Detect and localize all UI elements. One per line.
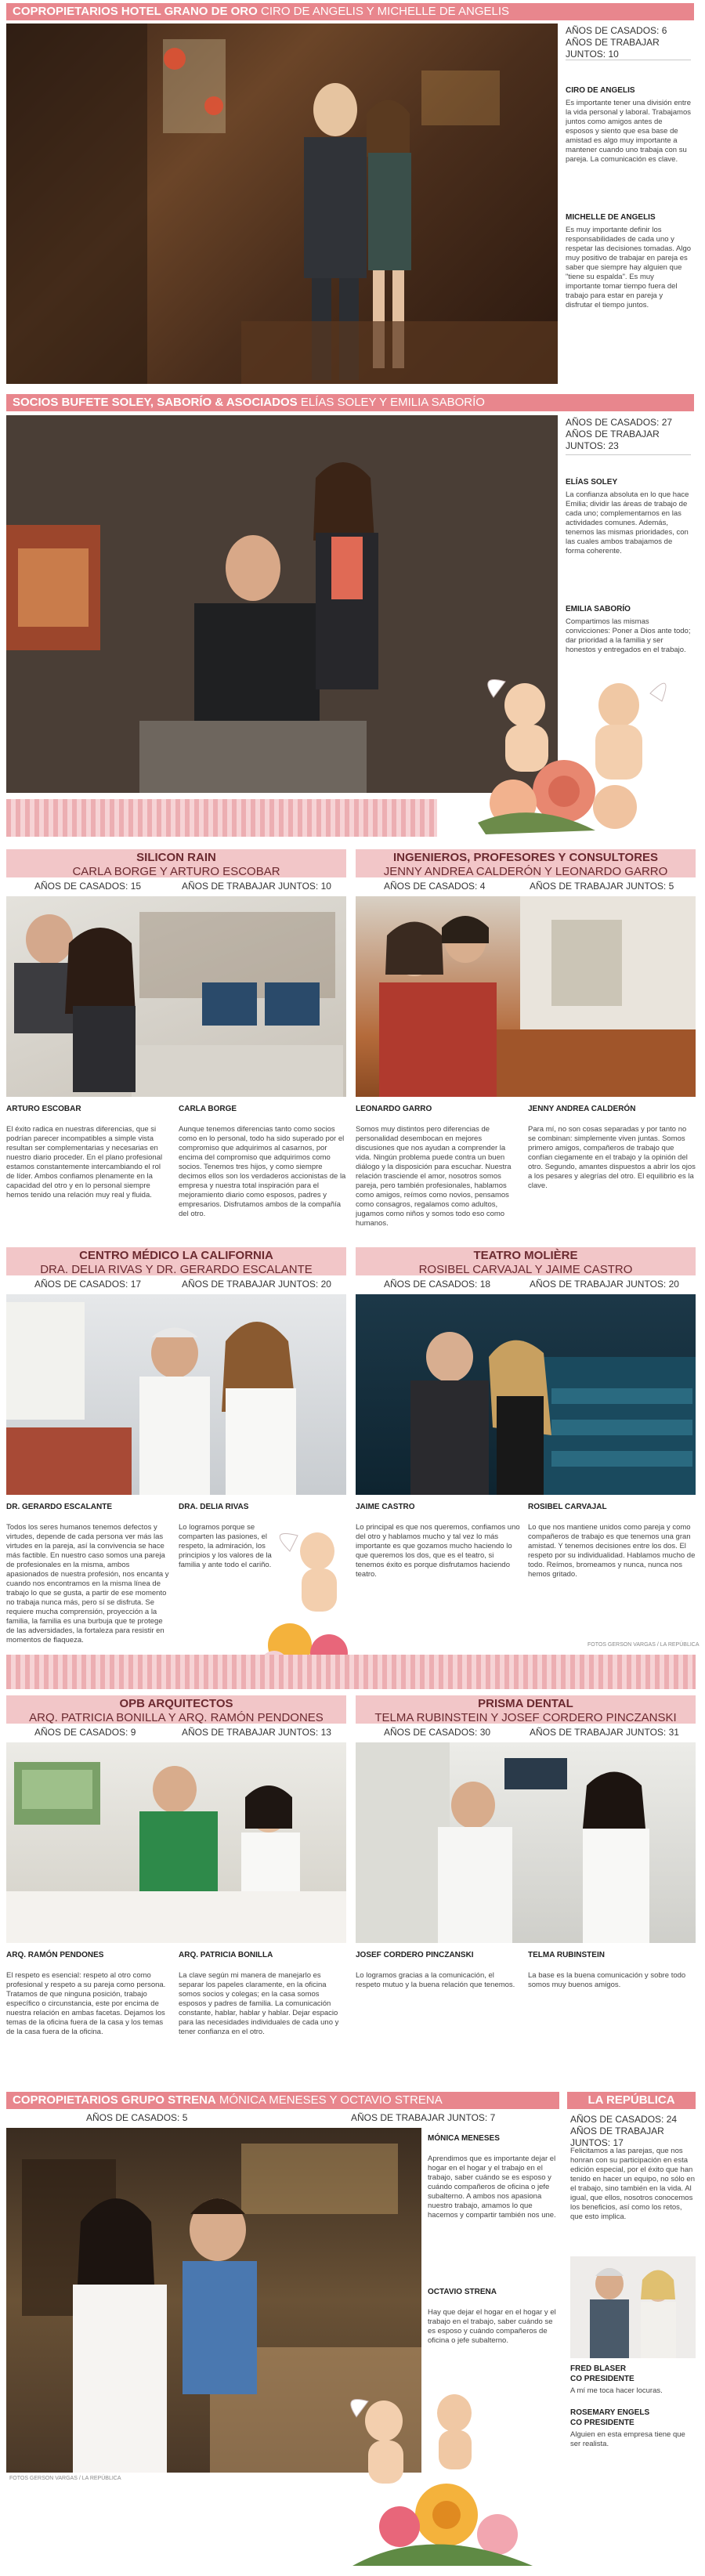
section-banner-hotel-grano-de-oro xyxy=(6,3,694,20)
photo-de-angelis-couple xyxy=(6,24,558,384)
photo-credit: FOTOS GERSON VARGAS / LA REPÚBLICA xyxy=(9,2476,121,2481)
person-quote: Lo que nos mantiene unidos como pareja y como compañeros de trabajo es que tenemos una gran amistad. Y tenemos decisiones entre los dos. El respeto por su individualidad. Hablamos mucho de todo. Reímos, bromeamos y nunca, nunca nos hemos gritado. xyxy=(528,1523,696,1579)
person-name: DR. GERARDO ESCALANTE xyxy=(6,1503,113,1511)
intro-text: Felicitamos a las parejas, que nos honran con su participación en esta edición especial, por el éxito que han tenido en hacer un equipo, no sólo en el trabajo, sino también en la vida. Al igual, que ellos, nosotros conocemos los beneficios, así como los retos, que esto implica. xyxy=(570,2147,695,2221)
header-ingenieros xyxy=(356,849,696,877)
cherub-flowers-illustration xyxy=(337,2382,540,2570)
banner-names: MÓNICA MENESES Y OCTAVIO STRENA xyxy=(219,2093,443,2107)
stat-work-together: AÑOS DE TRABAJAR JUNTOS: 5 xyxy=(530,881,674,892)
person-quote: Lo logramos porque se comparten las pasiones, el respeto, la admiración, los principios y los valores de la familia y ante todo el cariño. xyxy=(179,1523,272,1569)
couple-names: TELMA RUBINSTEIN Y JOSEF CORDERO PINCZANSKI xyxy=(374,1711,677,1724)
stat-married: AÑOS DE CASADOS: 6 xyxy=(566,25,667,36)
couple-names: ARQ. PATRICIA BONILLA Y ARQ. RAMÓN PENDONES xyxy=(29,1711,324,1724)
photo-illustration xyxy=(6,896,346,1097)
company-title: OPB ARQUITECTOS xyxy=(119,1697,233,1710)
couple-names: DRA. DELIA RIVAS Y DR. GERARDO ESCALANTE xyxy=(40,1263,313,1276)
person-quote: El éxito radica en nuestras diferencias, que si podrían parecer incompatibles a simple vista resultan ser complementarias y necesarias en nuestro diario proceder. En el plano profesional estamos constantemente intercambiando el rol de líder. Ambos confiamos plenamente en la capacidad del otro y en lo personal siempre hemos tenido una relación muy real y fluida. xyxy=(6,1125,163,1199)
person-name: CARLA BORGE xyxy=(179,1105,237,1113)
person-name: TELMA RUBINSTEIN xyxy=(528,1951,605,1959)
stat-work-together: AÑOS DE TRABAJAR JUNTOS: 31 xyxy=(530,1727,679,1738)
couple-names: JENNY ANDREA CALDERÓN Y LEONARDO GARRO xyxy=(383,865,668,878)
photo-blaser-engels xyxy=(570,2256,696,2358)
cherub-roses-illustration xyxy=(439,666,697,838)
company-title: SILICON RAIN xyxy=(136,851,216,864)
header-opb-arquitectos xyxy=(6,1695,346,1724)
person-quote: Compartimos las mismas convicciones: Poner a Dios ante todo; dar prioridad a la familia y ser honestos y entregados en el trabajo. xyxy=(566,617,691,654)
stat-married: AÑOS DE CASADOS: 4 xyxy=(384,881,486,892)
stat-work-together: AÑOS DE TRABAJAR JUNTOS: 20 xyxy=(530,1279,679,1290)
stat-married: AÑOS DE CASADOS: 5 xyxy=(86,2112,188,2123)
person-role: CO PRESIDENTE xyxy=(570,2419,634,2427)
person-quote: Aunque tenemos diferencias tanto como socios como en lo personal, todo ha sido superado por el compromiso que adquirimos al casarnos, por encima del compromiso que adquirimos como socios. Tenemos tres hijos, y como siempre decimos ellos son los verdaderos accionistas de la empresa y nuestra total inspiración para el mejoramiento diario como esposos, padres y empresarios. Disfrutamos ambos de la compañía del otro. xyxy=(179,1125,346,1218)
photo-bonilla-pendones xyxy=(6,1742,346,1943)
stat-work-together: AÑOS DE TRABAJAR JUNTOS: 23 xyxy=(566,429,660,451)
photo-calderon-garro xyxy=(356,896,696,1097)
person-quote: Alguien en esta empresa tiene que ser realista. xyxy=(570,2430,685,2448)
photo-illustration xyxy=(356,1294,696,1495)
person-name: JENNY ANDREA CALDERÓN xyxy=(528,1105,636,1113)
stat-married: AÑOS DE CASADOS: 30 xyxy=(384,1727,491,1738)
stats-s1 xyxy=(566,25,691,60)
banner-names: ELÍAS SOLEY Y EMILIA SABORÍO xyxy=(300,396,485,409)
photo-illustration xyxy=(570,2256,696,2358)
stat-work-together: AÑOS DE TRABAJAR JUNTOS: 17 xyxy=(570,2126,664,2148)
couple-names: ROSIBEL CARVAJAL Y JAIME CASTRO xyxy=(418,1263,633,1276)
person-quote: Aprendimos que es importante dejar el hogar en el hogar y el trabajo en el trabajo, saber cuándo se es esposo y cuándo compañeros de oficina o jefe subalterno. A ambos nos apasiona nuestro trabajo, amamos lo que hacemos y compartir también nos une. xyxy=(428,2155,556,2220)
couple-names: CARLA BORGE Y ARTURO ESCOBAR xyxy=(72,865,280,878)
person-quote: Somos muy distintos pero diferencias de personalidad desembocan en mejores discusiones que nos ayudan a comprender la vida. Ningún problema puede contra un buen diálogo y la disposición para escuchar. Nuestra relación trasciende el amor, nosotros somos pareja, pero también profesionales, hablamos como amigos, reímos como novios, pensamos como consagros, regalamos como adultos, jugamos como niños y somos todo eso como humanos. xyxy=(356,1125,512,1228)
person-quote: A mí me toca hacer locuras. xyxy=(570,2386,663,2395)
stat-work-together: AÑOS DE TRABAJAR JUNTOS: 20 xyxy=(182,1279,331,1290)
person-quote: Todos los seres humanos tenemos defectos y virtudes, depende de cada persona ver más las virtudes en la pareja, así la convivencia se hace más factible. En nuestro caso somos una pareja de profesionales en la misma, ambos apasionados de nuestra profesión, nos encanta y cuando nos encontramos en la misma línea de trabajo lo que se gusta, a partir de ese momento no trabaja nunca más, pero sí se disfruta. Se requiere mucha comprensión, proyección a la familia, la familia es una burbuja que te protege de las adversidades, la fortaleza para resistir en momentos de flaqueza. xyxy=(6,1523,169,1644)
person-name: ROSEMARY ENGELS xyxy=(570,2408,650,2417)
person-role: CO PRESIDENTE xyxy=(570,2375,634,2383)
person-name: ELÍAS SOLEY xyxy=(566,478,618,487)
person-name: JOSEF CORDERO PINCZANSKI xyxy=(356,1951,474,1959)
person-quote: Hay que dejar el hogar en el hogar y el trabajo en el trabajo, saber cuándo se es esposo y cuándo compañeros de oficina o jefe subalterno. xyxy=(428,2308,556,2345)
company-title: INGENIEROS, PROFESORES Y CONSULTORES xyxy=(392,851,659,864)
photo-illustration xyxy=(356,1742,696,1943)
person-name: MICHELLE DE ANGELIS xyxy=(566,213,656,222)
person-quote: La clave según mi manera de manejarlo es separar los papeles claramente, en la oficina somos socios y colegas; en la casa somos esposos y padres de familia. La comunicación constante, hablar, hablar y hablar. Dejar espacio para las necesidades individuales de cada uno y tener confianza en el otro. xyxy=(179,1971,339,2036)
person-name: ARQ. PATRICIA BONILLA xyxy=(179,1951,273,1959)
stat-married: AÑOS DE CASADOS: 9 xyxy=(34,1727,136,1738)
photo-illustration xyxy=(6,24,558,384)
stat-married: AÑOS DE CASADOS: 24 xyxy=(570,2114,678,2125)
banner-company: COPROPIETARIOS GRUPO STRENA xyxy=(13,2093,216,2107)
divider xyxy=(566,454,691,455)
stat-married: AÑOS DE CASADOS: 17 xyxy=(34,1279,142,1290)
person-name: CIRO DE ANGELIS xyxy=(566,86,635,95)
photo-rubinstein-cordero xyxy=(356,1742,696,1943)
section-banner-grupo-strena xyxy=(6,2092,559,2109)
header-prisma-dental xyxy=(356,1695,696,1724)
stat-work-together: AÑOS DE TRABAJAR JUNTOS: 7 xyxy=(351,2112,496,2123)
person-name: ARQ. RAMÓN PENDONES xyxy=(6,1951,104,1959)
person-quote: Es importante tener una división entre la vida personal y laboral. Trabajamos juntos como amigos antes de esposos y siento que esa base de amistad es algo muy importante a mantener cuando uno trabaja con su pareja. La comunicación es clave. xyxy=(566,99,691,164)
person-name: ARTURO ESCOBAR xyxy=(6,1105,81,1113)
person-quote: Es muy importante definir los responsabilidades de cada uno y respetar las decisiones tomadas. Algo muy positivo de trabajar en pareja es saber que siempre hay alguien que "tiene su espalda". Es muy importante tomar tiempo fuera del trabajo para estar en pareja y disfrutar el tiempo juntos. xyxy=(566,226,691,309)
person-quote: La confianza absoluta en lo que hace Emilia; dividir las áreas de trabajo de cada uno; complementarnos en las actividades comunes. Además, tenemos las mismas prioridades, con las cuales ambos trabajamos de forma coherente. xyxy=(566,490,689,555)
stat-married: AÑOS DE CASADOS: 27 xyxy=(566,417,673,428)
photo-illustration xyxy=(6,1742,346,1943)
company-title: PRISMA DENTAL xyxy=(478,1697,573,1710)
banner-company: COPROPIETARIOS HOTEL GRANO DE ORO xyxy=(13,5,258,18)
photo-credit: FOTOS GERSON VARGAS / LA REPÚBLICA xyxy=(588,1642,700,1648)
person-name: OCTAVIO STRENA xyxy=(428,2288,497,2296)
stat-work-together: AÑOS DE TRABAJAR JUNTOS: 10 xyxy=(566,37,660,60)
person-quote: El respeto es esencial: respeto al otro como profesional y respeto a su pareja como persona. Tratamos de que ninguna posición, trabajo específico o circunstancia, este por encima de nuestra relación en ambas facetas. Dejamos los temas de la oficina fuera de la casa y los temas de la casa fuera de la oficina. xyxy=(6,1971,166,2036)
cherub-roses-decoration xyxy=(439,666,697,838)
decorative-stripe xyxy=(6,1655,696,1689)
person-quote: Lo logramos gracias a la comunicación, el respeto mutuo y la buena relación que tenemos. xyxy=(356,1971,515,1989)
stat-work-together: AÑOS DE TRABAJAR JUNTOS: 10 xyxy=(182,881,331,892)
cherub-flowers-decoration xyxy=(337,2382,540,2570)
header-silicon-rain xyxy=(6,849,346,877)
stat-work-together: AÑOS DE TRABAJAR JUNTOS: 13 xyxy=(182,1727,331,1738)
decorative-stripe xyxy=(6,799,437,837)
person-name: EMILIA SABORÍO xyxy=(566,605,631,613)
banner-names: CIRO DE ANGELIS Y MICHELLE DE ANGELIS xyxy=(260,5,510,18)
person-name: MÓNICA MENESES xyxy=(428,2134,500,2143)
person-name: ROSIBEL CARVAJAL xyxy=(528,1503,607,1511)
photo-illustration xyxy=(356,896,696,1097)
company-title: CENTRO MÉDICO LA CALIFORNIA xyxy=(79,1249,273,1262)
person-quote: Para mí, no son cosas separadas y por tanto no se combinan: simplemente viven juntas. Somos primero amigos, compañeros de trabajo que confían ciegamente en el trabajo y la opinión del otro. Segundo, amantes dispuestos a abrir los ojos a los pesares y alegrías del otro. El equilibrio es la clave. xyxy=(528,1125,696,1190)
stats-s10 xyxy=(570,2114,696,2149)
section-banner-la-republica: LA REPÚBLICA xyxy=(567,2092,696,2109)
photo-rivas-escalante xyxy=(6,1294,346,1495)
person-name: DRA. DELIA RIVAS xyxy=(179,1503,249,1511)
section-banner-bufete-soley xyxy=(6,394,694,411)
header-centro-medico xyxy=(6,1247,346,1275)
person-name: JAIME CASTRO xyxy=(356,1503,415,1511)
company-title: TEATRO MOLIÈRE xyxy=(473,1249,578,1262)
banner-company: SOCIOS BUFETE SOLEY, SABORÍO & ASOCIADOS xyxy=(13,396,298,409)
photo-borge-escobar xyxy=(6,896,346,1097)
person-quote: La base es la buena comunicación y sobre todo somos muy buenos amigos. xyxy=(528,1971,686,1989)
header-teatro-moliere xyxy=(356,1247,696,1275)
stat-married: AÑOS DE CASADOS: 15 xyxy=(34,881,142,892)
stats-s2 xyxy=(566,417,691,452)
stat-married: AÑOS DE CASADOS: 18 xyxy=(384,1279,491,1290)
photo-carvajal-castro xyxy=(356,1294,696,1495)
person-quote: Lo principal es que nos queremos, confiamos uno del otro y hablamos mucho y tal vez lo más importante es que gozamos mucho haciendo lo que queremos los dos, que es el teatro, si tenemos éxito es porque disfrutamos haciendo teatro. xyxy=(356,1523,520,1579)
person-name: FRED BLASER xyxy=(570,2364,627,2373)
photo-illustration xyxy=(6,1294,346,1495)
person-name: LEONARDO GARRO xyxy=(356,1105,432,1113)
